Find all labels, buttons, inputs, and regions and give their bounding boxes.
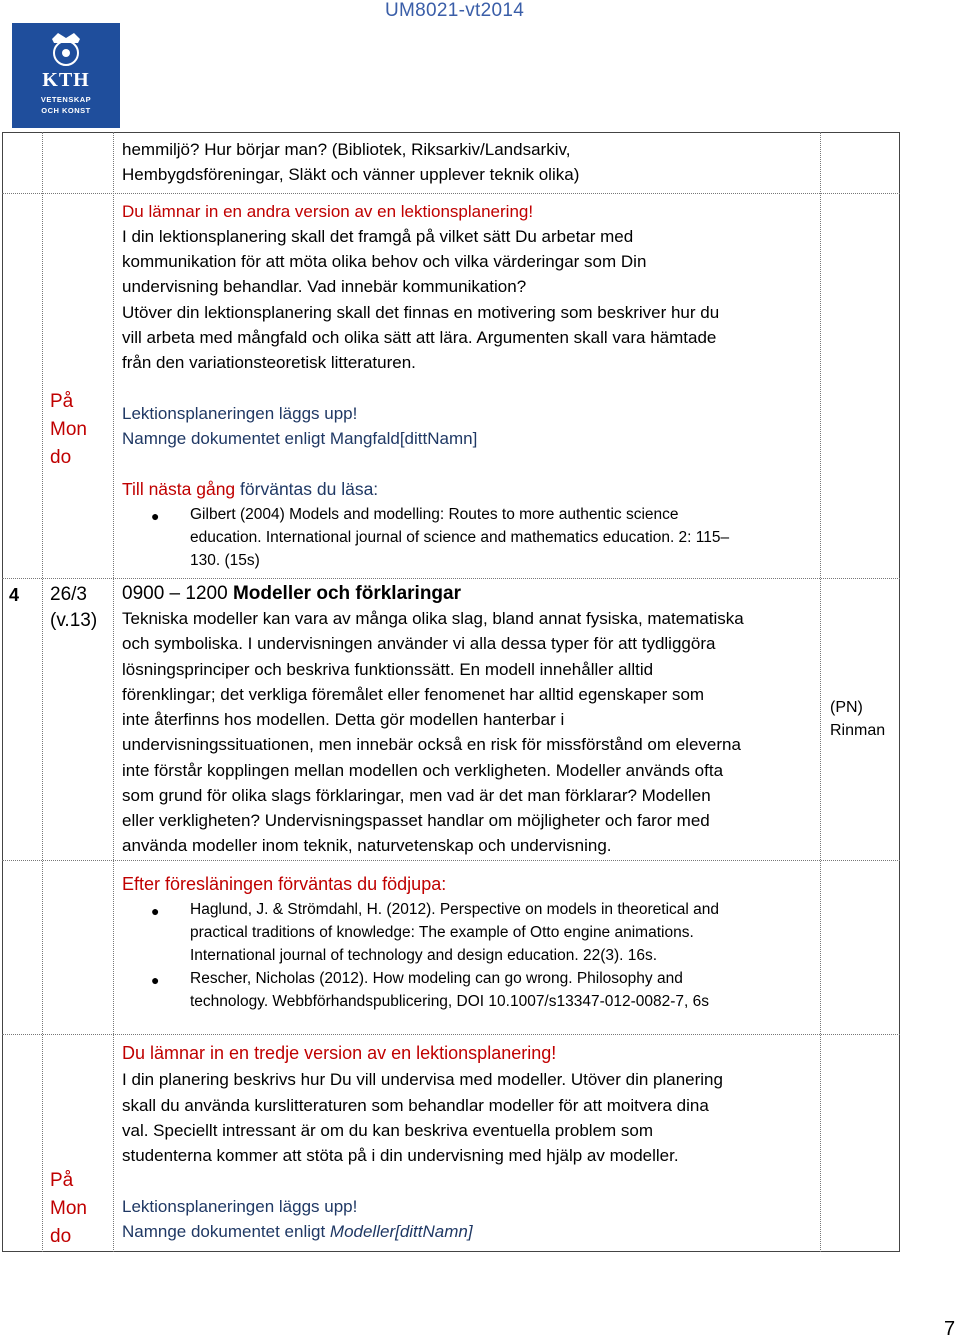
deadline-label: På [50,391,74,412]
logo-text-line3: OCH KONST [41,106,91,115]
bullet-icon: ● [151,972,160,988]
paragraph-line: kommunikation för att möta olika behov och vilka värderingar som Din [122,252,647,271]
deadline-label: Mon [50,1198,87,1219]
logo-text-line2: VETENSKAP [40,95,92,104]
column-divider [820,132,821,1252]
page-number: 7 [944,1318,956,1340]
reading-heading: Efter föresläningen förväntas du födjupa: [122,874,447,894]
reading-item-line: 130. (15s) [190,552,260,569]
paragraph-line: I din lektionsplanering skall det framgå på vilket sätt Du arbetar med [122,227,634,246]
logo-text-kth: KTH [42,69,90,91]
description-line: inte förstår kopplingen mellan modellen och verkligheten. Modeller används ofta [122,761,724,780]
reading-heading-highlight: Till nästa gång [122,479,236,499]
column-divider [113,132,114,1252]
description-line: Tekniska modeller kan vara av många olika slag, bland annat fysiska, matematiska [122,609,744,628]
reading-item-line: education. International journal of science and mathematics education. 2: 115– [190,529,730,546]
teacher-name: Rinman [830,722,886,739]
reading-heading-rest: förväntas du läsa: [235,479,379,499]
paragraph-line: val. Speciellt intressant är om du kan beskriva eventuella problem som [122,1121,654,1140]
session-title [122,581,461,606]
course-code: UM8021-vt2014 [385,0,525,21]
naming-note [122,1219,473,1244]
session-week: (v.13) [50,610,98,631]
paragraph-line: vill arbeta med mångfald och olika sätt att lära. Argumenten skall vara hämtade [122,328,717,347]
row-divider [2,578,900,579]
row-divider [2,193,900,194]
row-top-line: hemmiljö? Hur börjar man? (Bibliotek, Riksarkiv/Landsarkiv, [122,140,571,159]
upload-note: Lektionsplaneringen läggs upp! [122,404,358,423]
description-line: och symboliska. I undervisningen använder vi alla dessa typer för att tydliggöra [122,634,716,653]
naming-note: Namnge dokumentet enligt Mangfald[dittNamn] [122,429,478,448]
upload-note: Lektionsplaneringen läggs upp! [122,1197,358,1216]
kth-logo [12,23,120,128]
description-line: eller verkligheten? Undervisningspasset handlar om möjligheter och faror med [122,811,710,830]
reading-item-line: Gilbert (2004) Models and modelling: Routes to more authentic science [190,506,679,523]
description-line: använda modeller inom teknik, naturvetenskap och undervisning. [122,836,612,855]
paragraph-line: Utöver din lektionsplanering skall det finnas en motivering som beskriver hur du [122,303,720,322]
paragraph-line: undervisning behandlar. Vad innebär kommunikation? [122,277,527,296]
reading-item-line: Haglund, J. & Strömdahl, H. (2012). Perspective on models in theoretical and [190,901,719,918]
column-divider [42,132,43,1252]
paragraph-line: från den variationsteoretisk litteraturen. [122,353,416,372]
deadline-label: Mon [50,419,87,440]
deadline-label: do [50,447,72,468]
session-number: 4 [9,585,20,605]
description-line: som grund för olika slags förklaringar, men vad är det man förklarar? Modellen [122,786,711,805]
paragraph-line: I din planering beskrivs hur Du vill undervisa med modeller. Utöver din planering [122,1070,723,1089]
session-date: 26/3 [50,584,87,605]
reading-item-line: International journal of technology and design education. 22(3). 16s. [190,947,658,964]
teacher-initials: (PN) [830,699,863,716]
naming-note-file: Modeller[dittNamn] [329,1222,473,1241]
reading-item-line: technology. Webbförhandspublicering, DOI 10.1007/s13347-012-0082-7, 6s [190,993,710,1010]
description-line: undervisningssituationen, men innebär också en risk för missförstånd om eleverna [122,735,741,754]
naming-note-prefix: Namnge dokumentet enligt [122,1222,330,1241]
row-divider [2,1034,900,1035]
session-time: 0900 – 1200 [122,583,233,604]
reading-item-line: Rescher, Nicholas (2012). How modeling can go wrong. Philosophy and [190,970,683,987]
paragraph-line: studenterna kommer att stöta på i din undervisning med hjälp av modeller. [122,1146,679,1165]
session-topic: Modeller och förklaringar [232,583,461,604]
bullet-icon: ● [151,903,160,919]
reading-item-line: practical traditions of knowledge: The example of Otto engine animations. [190,924,694,941]
row-divider [2,860,900,861]
description-line: lösningsprinciper och beskriva funktionssätt. En modell innehåller alltid [122,660,654,679]
reading-heading [122,477,378,502]
assignment-heading: Du lämnar in en andra version av en lektionsplanering! [122,202,534,221]
bullet-icon: ● [151,508,160,524]
description-line: inte återfinns hos modellen. Detta gör modellen hanterbar i [122,710,565,729]
assignment-heading: Du lämnar in en tredje version av en lektionsplanering! [122,1043,557,1063]
row-top-line: Hembygdsföreningar, Släkt och vänner upplever teknik olika) [122,165,580,184]
description-line: förenklingar; det verkliga föremålet eller fenomenet har alltid egenskaper som [122,685,705,704]
paragraph-line: skall du använda kurslitteraturen som behandlar modeller för att moitvera dina [122,1096,709,1115]
deadline-label: do [50,1226,72,1247]
deadline-label: På [50,1170,74,1191]
crown-icon [42,31,90,69]
